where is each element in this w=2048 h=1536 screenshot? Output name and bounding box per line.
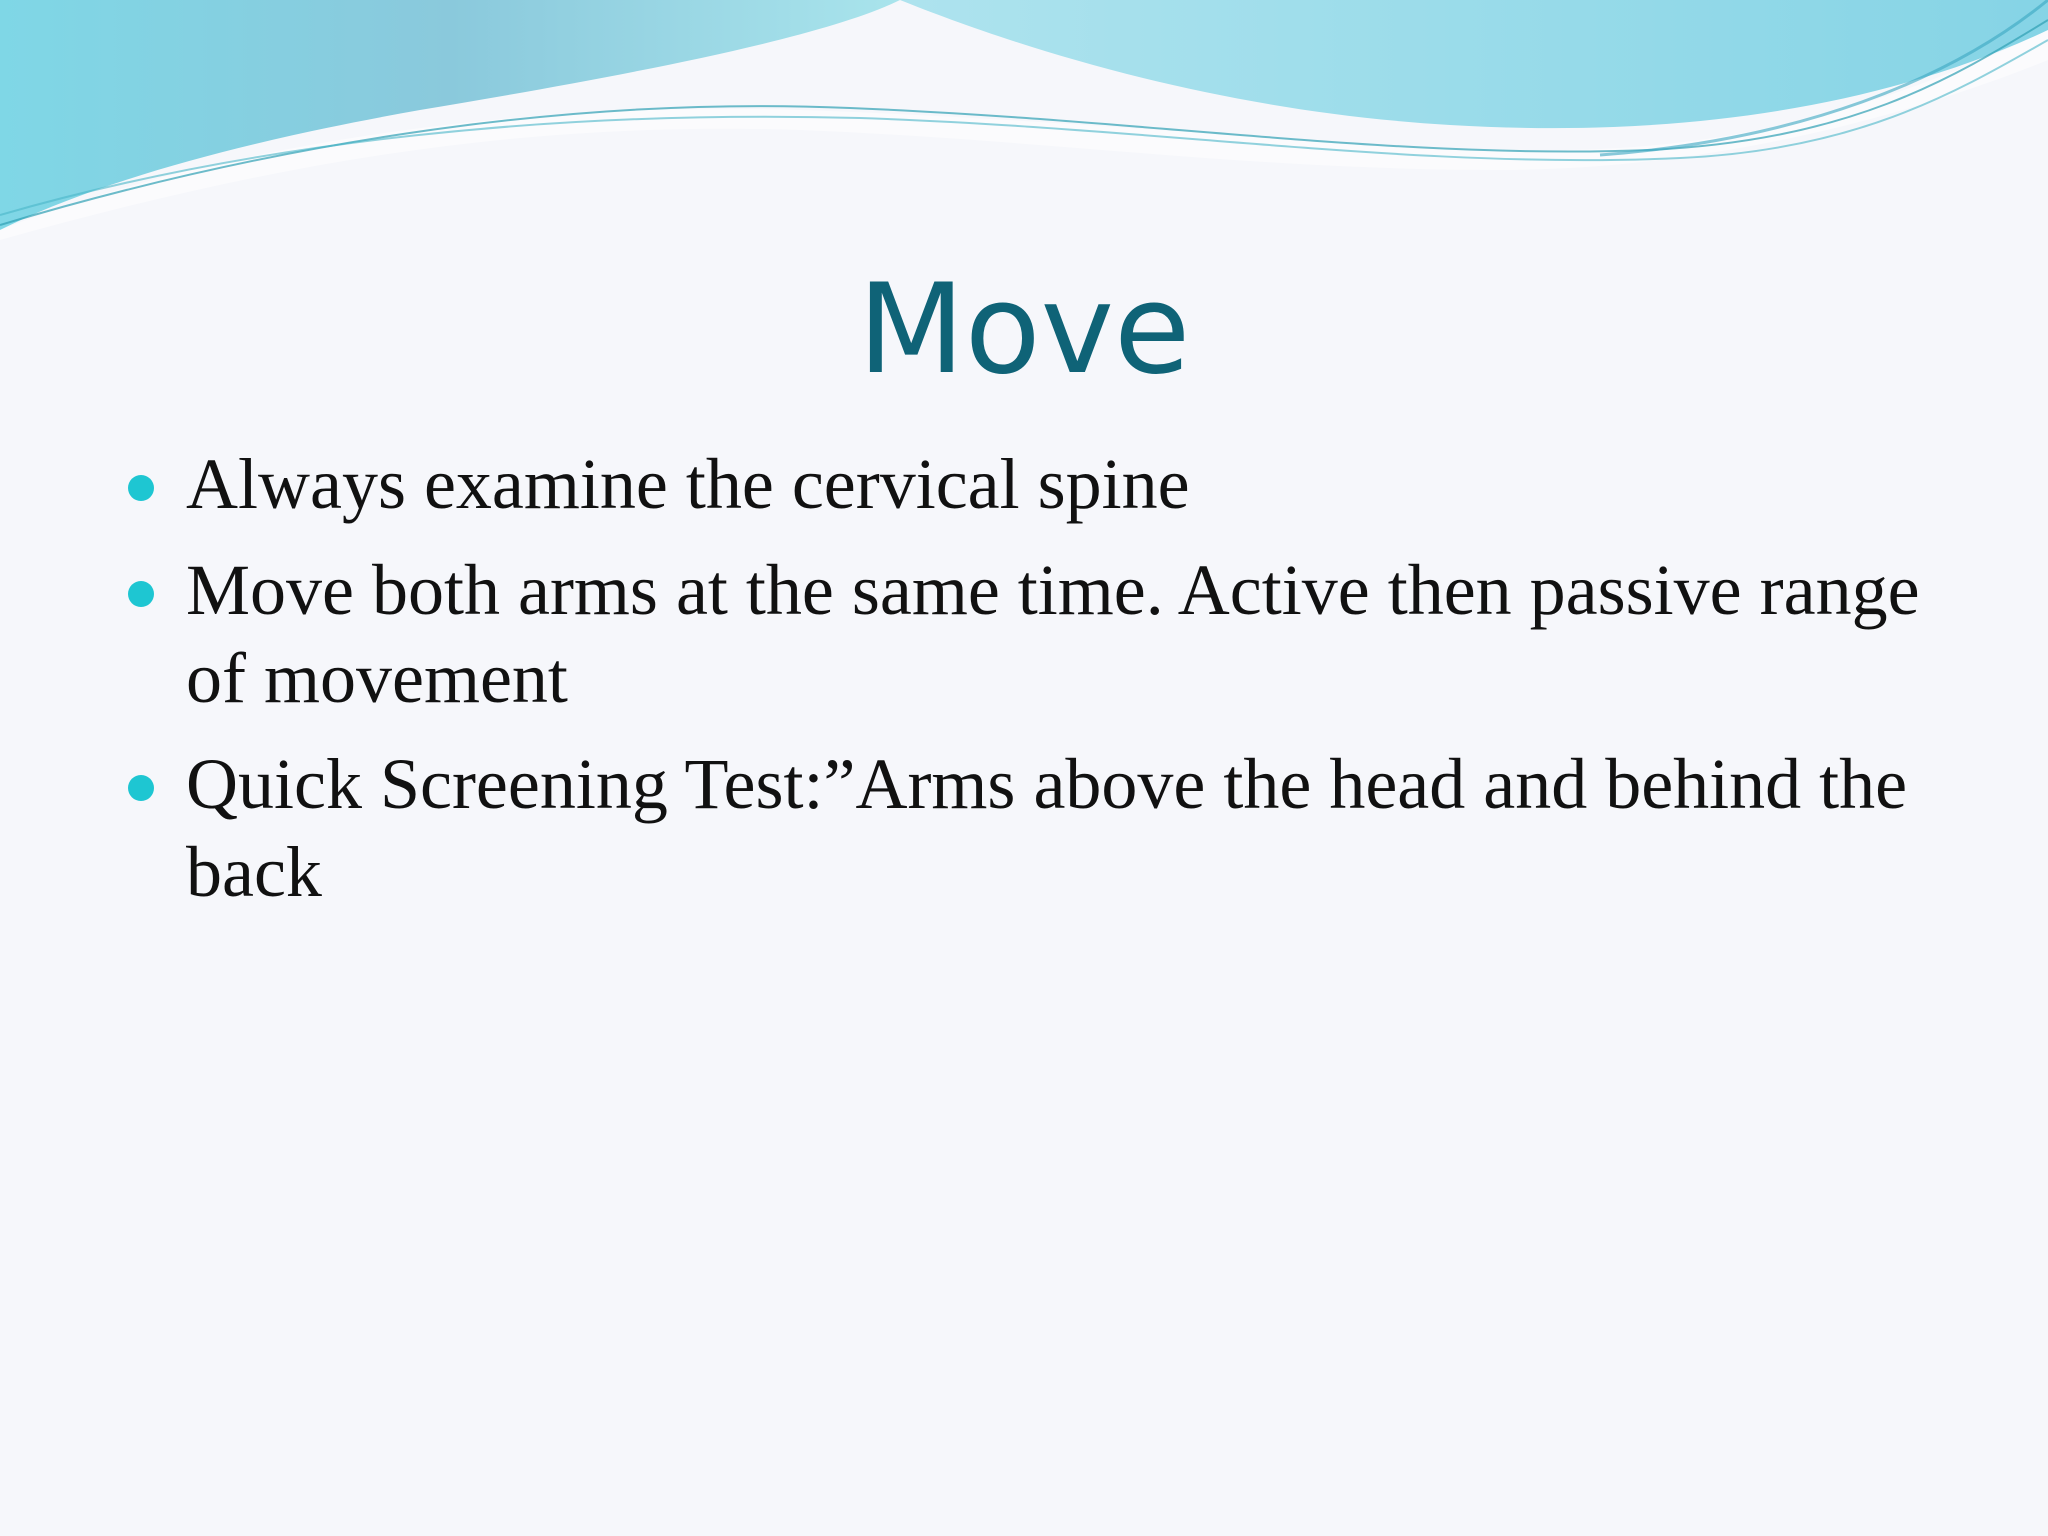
bullet-text: Move both arms at the same time. Active then passive range of movement: [186, 550, 1920, 718]
wave-header-decoration: [0, 0, 2048, 260]
slide-title: Move: [857, 258, 1191, 402]
bullet-list: [128, 440, 1928, 934]
bullet-text: Always examine the cervical spine: [186, 444, 1190, 524]
bullet-dot-icon: [128, 775, 154, 801]
bullet-item: [128, 740, 1928, 916]
bullet-dot-icon: [128, 581, 154, 607]
bullet-dot-icon: [128, 475, 154, 501]
bullet-item: [128, 440, 1928, 528]
bullet-text: Quick Screening Test:”Arms above the head and behind the back: [186, 744, 1908, 912]
bullet-item: [128, 546, 1928, 722]
